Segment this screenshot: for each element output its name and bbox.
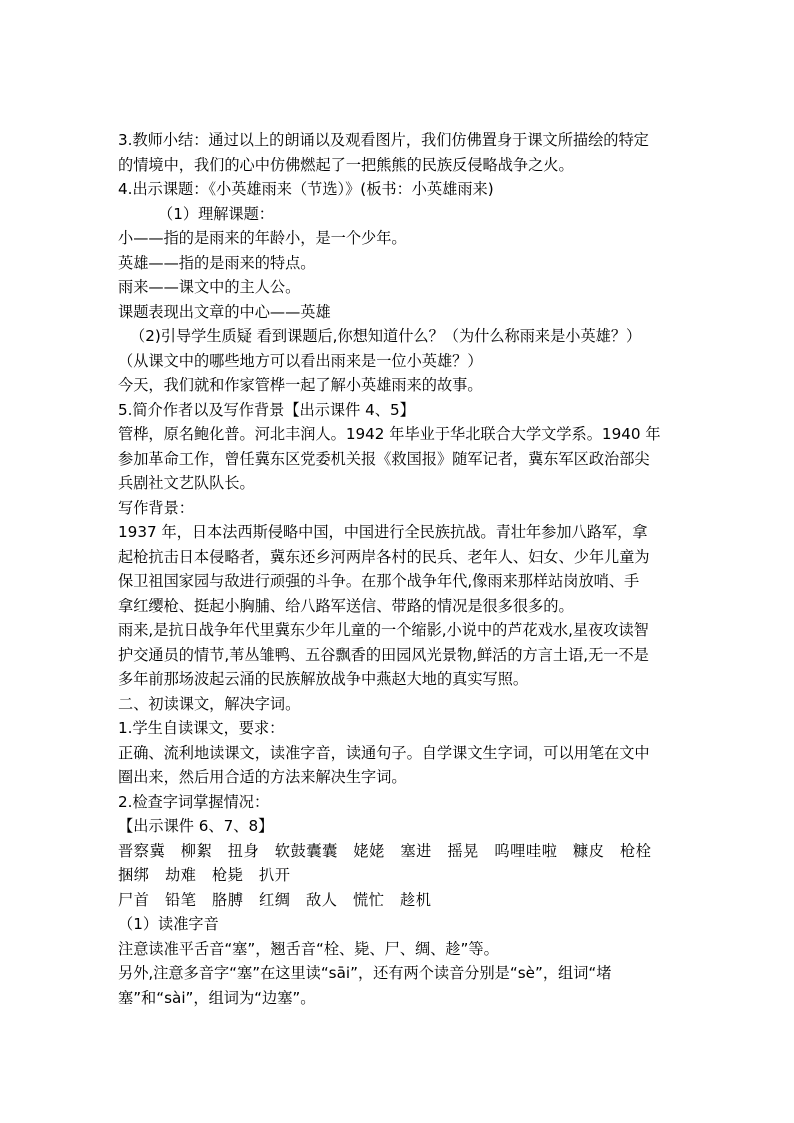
- text-line: 起枪抗击日本侵略者，冀东还乡河两岸各村的民兵、老年人、妇女、少年儿童为: [118, 547, 650, 566]
- section-heading: 5.简介作者以及写作背景【出示课件 4、5】: [118, 400, 415, 419]
- text-line: 正确、流利地读课文，读准字音，读通句子。自学课文生字词，可以用笔在文中: [118, 743, 650, 762]
- text-line: 圈出来，然后用合适的方法来解决生字词。: [118, 768, 407, 786]
- text-line: （1）读准字音: [118, 915, 219, 933]
- text-line: 拿红缨枪、挺起小胸脯、给八路军送信、带路的情况是很多很多的。: [118, 596, 574, 615]
- text-line: 雨来——课文中的主人公。: [118, 278, 301, 296]
- text-line: 4.出示课题：《小英雄雨来（节选）》(板书：小英雄雨来): [118, 180, 494, 198]
- text-line: 今天，我们就和作家管桦一起了解小英雄雨来的故事。: [118, 376, 483, 394]
- text-line: 课题表现出文章的中心——英雄: [118, 302, 331, 321]
- text-line: 小——指的是雨来的年龄小，是一个少年。: [118, 229, 407, 247]
- word-list-line: 尸首 铅笔 胳膊 红绸 敌人 慌忙 趁机: [118, 890, 432, 909]
- word-list-line: 捆绑 劫难 枪毙 扒开: [118, 866, 291, 884]
- text-line: 的情境中，我们的心中仿佛燃起了一把熊熊的民族反侵略战争之火。: [118, 155, 574, 174]
- text-line: 兵剧社文艺队队长。: [118, 474, 255, 492]
- text-line: 1937 年，日本法西斯侵略中国，中国进行全民族抗战。青壮年参加八路军，拿: [118, 523, 648, 541]
- text-line: 【出示课件 6、7、8】: [118, 817, 274, 835]
- text-line: 管桦，原名鲍化普。河北丰润人。1942 年毕业于华北联合大学文学系。1940 年: [118, 425, 661, 443]
- text-line: （2)引导学生质疑 看到课题后,你想知道什么？（为什么称雨来是小英雄？）: [130, 327, 642, 345]
- text-line: （1）理解课题：: [158, 204, 274, 223]
- text-line: 另外,注意多音字“塞”在这里读“sāi”，还有两个读音分别是“sè”，组词“堵: [118, 964, 612, 982]
- text-line: 多年前那场波起云涌的民族解放战争中燕赵大地的真实写照。: [118, 670, 529, 688]
- text-line: 塞”和“sài”，组词为“边塞”。: [118, 988, 316, 1007]
- text-line: 1.学生自读课文，要求：: [118, 719, 285, 737]
- text-line: 护交通员的情节,苇丛雏鸭、五谷飘香的田园风光景物,鲜活的方言土语,无一不是: [118, 645, 649, 664]
- text-line: 保卫祖国家园与敌进行顽强的斗争。在那个战争年代,像雨来那样站岗放哨、手: [118, 572, 640, 590]
- text-line: 3.教师小结：通过以上的朗诵以及观看图片，我们仿佛置身于课文所描绘的特定: [118, 131, 649, 149]
- text-line: 参加革命工作，曾任冀东区党委机关报《救国报》随军记者，冀东军区政治部尖: [118, 449, 650, 468]
- text-line: 2.检查字词掌握情况：: [118, 792, 270, 811]
- text-line: 注意读准平舌音“塞”，翘舌音“栓、毙、尸、绸、趁”等。: [118, 939, 499, 958]
- text-line: 雨来,是抗日战争年代里冀东少年儿童的一个缩影,小说中的芦花戏水,星夜攻读智: [118, 621, 649, 639]
- text-line: 英雄——指的是雨来的特点。: [118, 253, 316, 272]
- text-line: 写作背景：: [118, 498, 194, 517]
- document-body: [118, 128, 698, 1010]
- text-line: （从课文中的哪些地方可以看出雨来是一位小英雄？）: [118, 351, 483, 370]
- section-heading: 二、初读课文，解决字词。: [118, 694, 301, 713]
- word-list-line: 晋察冀 柳絮 扭身 软鼓囊囊 姥姥 塞进 摇晃 呜哩哇啦 糠皮 枪栓: [118, 841, 652, 860]
